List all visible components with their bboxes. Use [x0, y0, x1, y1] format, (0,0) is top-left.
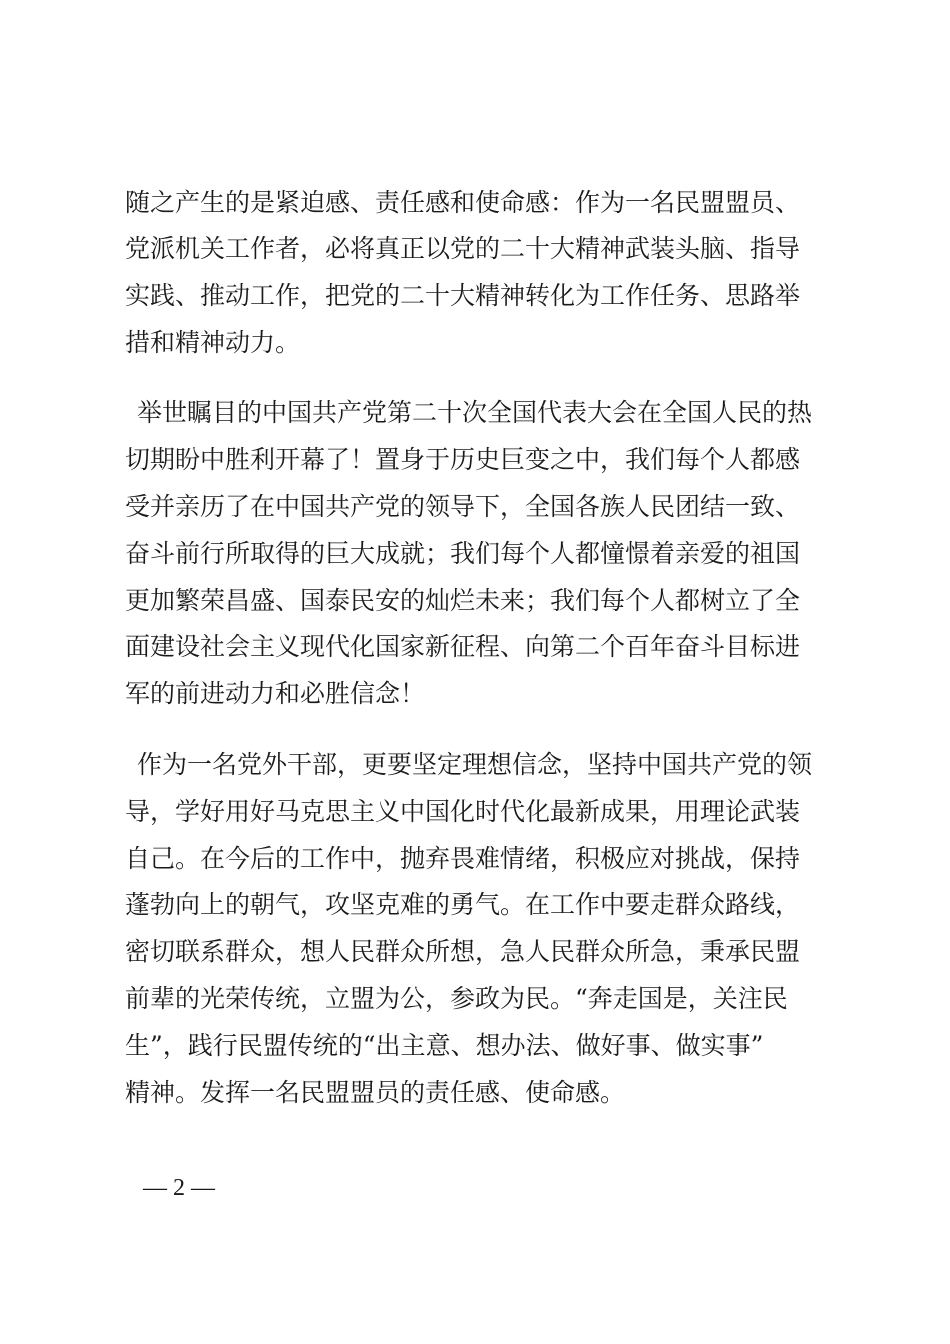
- paragraph-3-line-3: 自己。在今后的工作中，抛弃畏难情绪，积极应对挑战，保持: [125, 844, 801, 873]
- paragraph-3-line-6: 前辈的光荣传统，立盟为公，参政为民。“奔走国是，关注民: [125, 984, 788, 1013]
- paragraph-3-line-4: 蓬勃向上的朝气，攻坚克难的勇气。在工作中要走群众路线，: [125, 890, 801, 919]
- paragraph-3-line-1: 作为一名党外干部，更要坚定理想信念，坚持中国共产党的领: [137, 750, 813, 779]
- paragraph-2-line-2: 切期盼中胜利开幕了！置身于历史巨变之中，我们每个人都感: [125, 445, 801, 474]
- paragraph-1-line-4: 措和精神动力。: [125, 328, 301, 357]
- paragraph-3-line-8: 精神。发挥一名民盟盟员的责任感、使命感。: [125, 1078, 626, 1107]
- paragraph-1-line-1: 随之产生的是紧迫感、责任感和使命感：作为一名民盟盟员、: [125, 188, 801, 217]
- paragraph-2-line-1: 举世瞩目的中国共产党第二十次全国代表大会在全国人民的热: [137, 398, 813, 427]
- paragraph-3-line-5: 密切联系群众，想人民群众所想，急人民群众所急，秉承民盟: [125, 937, 801, 966]
- paragraph-2-line-6: 面建设社会主义现代化国家新征程、向第二个百年奋斗目标进: [125, 632, 801, 661]
- paragraph-2-line-7: 军的前进动力和必胜信念！: [125, 679, 426, 708]
- paragraph-2-line-5: 更加繁荣昌盛、国泰民安的灿烂未来；我们每个人都树立了全: [125, 586, 801, 615]
- paragraph-1-line-3: 实践、推动工作，把党的二十大精神转化为工作任务、思路举: [125, 281, 801, 310]
- paragraph-2-line-4: 奋斗前行所取得的巨大成就；我们每个人都憧憬着亲爱的祖国: [125, 539, 801, 568]
- paragraph-3-line-2: 导，学好用好马克思主义中国化时代化最新成果，用理论武装: [125, 797, 801, 826]
- paragraph-2-line-3: 受并亲历了在中国共产党的领导下，全国各族人民团结一致、: [125, 492, 801, 521]
- paragraph-1-line-2: 党派机关工作者，必将真正以党的二十大精神武装头脑、指导: [125, 234, 801, 263]
- page-number: — 2 —: [143, 1175, 215, 1201]
- paragraph-3-line-7: 生”，践行民盟传统的“出主意、想办法、做好事、做实事”: [125, 1031, 764, 1060]
